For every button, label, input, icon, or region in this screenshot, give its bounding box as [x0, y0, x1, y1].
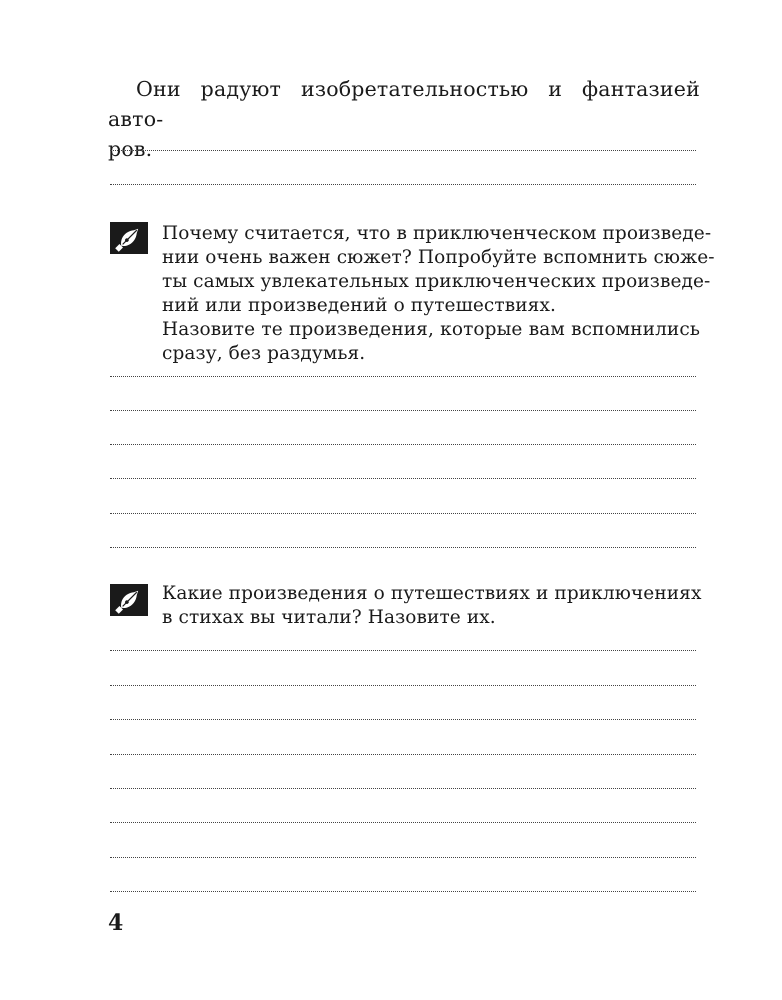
- answer-line[interactable]: [110, 478, 696, 479]
- pen-nib-icon-graphic: [110, 584, 148, 616]
- answer-line[interactable]: [110, 719, 696, 720]
- task-line: ний или произведений о путешествиях.: [162, 295, 556, 316]
- answer-line[interactable]: [110, 788, 696, 789]
- pen-nib-icon: [110, 584, 148, 616]
- answer-line[interactable]: [110, 410, 696, 411]
- answer-line[interactable]: [110, 754, 696, 755]
- task-1-text: [162, 222, 715, 366]
- pen-nib-icon-graphic: [110, 222, 148, 254]
- answer-line[interactable]: [110, 891, 696, 892]
- answer-line[interactable]: [110, 150, 696, 151]
- task-line: в стихах вы читали? Назовите их.: [162, 607, 496, 628]
- task-line: Назовите те произведения, которые вам вспомнились: [162, 319, 700, 340]
- task-line: Почему считается, что в приключенческом произведе-: [162, 223, 712, 244]
- intro-line: Они радуют изобретательностью и фантазией авто-: [108, 77, 700, 131]
- task-line: нии очень важен сюжет? Попробуйте вспомнить сюже-: [162, 247, 715, 268]
- task-line: Какие произведения о путешествиях и приключениях: [162, 583, 702, 604]
- answer-line[interactable]: [110, 513, 696, 514]
- answer-line[interactable]: [110, 822, 696, 823]
- answer-line[interactable]: [110, 547, 696, 548]
- answer-line[interactable]: [110, 184, 696, 185]
- task-line: ты самых увлекательных приключенческих произведе-: [162, 271, 711, 292]
- answer-line[interactable]: [110, 857, 696, 858]
- intro-line: ров.: [108, 137, 153, 161]
- task-line: сразу, без раздумья.: [162, 343, 366, 364]
- answer-line[interactable]: [110, 685, 696, 686]
- page-number: 4: [108, 910, 124, 936]
- answer-line[interactable]: [110, 650, 696, 651]
- answer-line[interactable]: [110, 444, 696, 445]
- answer-line[interactable]: [110, 376, 696, 377]
- pen-nib-icon: [110, 222, 148, 254]
- task-2-text: [162, 582, 700, 630]
